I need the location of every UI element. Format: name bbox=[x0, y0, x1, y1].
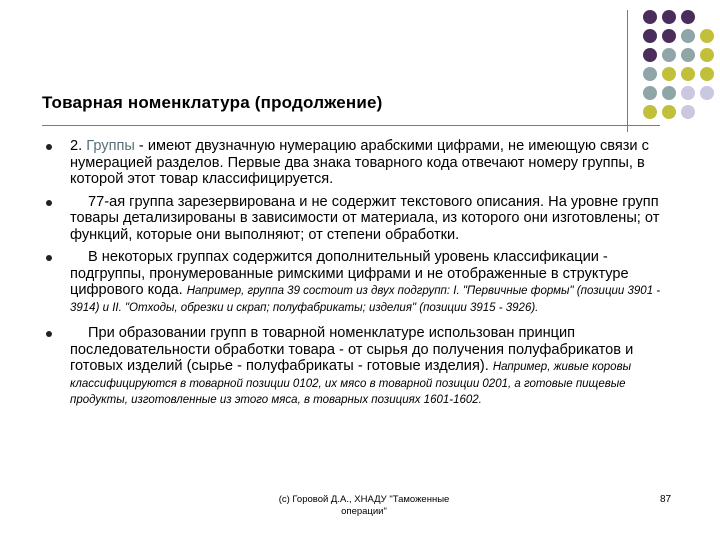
dot bbox=[662, 48, 676, 62]
dot bbox=[662, 29, 676, 43]
dot bbox=[681, 48, 695, 62]
list-item bbox=[46, 325, 670, 408]
slide-content bbox=[46, 138, 670, 408]
list-item bbox=[46, 194, 670, 244]
list-item bbox=[46, 249, 670, 315]
item-example: Например, живые коровы классифицируются в товарной позиции 0102, их мясо в товарной позиции 0201, а готовые пищевые продукты, изготовленные из этого мяса, в товарных позициях 1601-1602. bbox=[70, 361, 632, 406]
dot bbox=[662, 67, 676, 81]
dot bbox=[662, 105, 676, 119]
vertical-divider bbox=[627, 10, 628, 132]
dot bbox=[681, 105, 695, 119]
dot bbox=[643, 29, 657, 43]
bullet bbox=[46, 331, 52, 337]
dot bbox=[700, 86, 714, 100]
groups-term: Группы bbox=[86, 138, 135, 154]
title-underline bbox=[42, 125, 660, 126]
item-text: В некоторых группах содержится дополнительный уровень классификации - подгруппы, пронумерованные римскими цифрами и не отображенные в структуре цифрового кода. bbox=[70, 249, 629, 298]
footer-copyright: (c) Горовой Д.А., ХНАДУ "Таможенные операции" bbox=[278, 494, 450, 517]
dot bbox=[643, 48, 657, 62]
dot bbox=[681, 29, 695, 43]
dot bbox=[643, 10, 657, 24]
item-prefix: 2. bbox=[70, 138, 87, 154]
item-text: 77-ая группа зарезервирована и не содержит текстового описания. На уровне групп товары детализированы в зависимости от материала, из которого они изготовлены; от функций, которые они выполняют; от степени обработки. bbox=[70, 193, 660, 243]
dot bbox=[681, 86, 695, 100]
item-text: При образовании групп в товарной номенклатуре использован принцип последовательности обработки товара - от сырья до получения полуфабрикатов и готовых изделий (сырье - полуфабрикаты - готовые изделия). bbox=[70, 325, 634, 374]
dot bbox=[681, 10, 695, 24]
dot bbox=[643, 105, 657, 119]
list-item bbox=[46, 138, 670, 188]
item-example: Например, группа 39 состоит из двух подгрупп: I. "Первичные формы" (позиции 3901 - 3914) и II. "Отходы, обрезки и скрап; полуфабрикаты; изделия" (позиции 3915 - 3926). bbox=[70, 285, 661, 314]
page-number: 87 bbox=[660, 494, 672, 505]
dot bbox=[700, 48, 714, 62]
bullet bbox=[46, 255, 52, 261]
dot bbox=[681, 67, 695, 81]
bullet bbox=[46, 144, 52, 150]
dot bbox=[700, 29, 714, 43]
dot bbox=[700, 67, 714, 81]
item-text: - имеют двузначную нумерацию арабскими цифрами, не имеющую связи с нумерацией разделов. Первые два знака товарного кода отвечают номеру группы, в которой этот товар классифицируется. bbox=[70, 138, 649, 187]
slide-title: Товарная номенклатура (продолжение) bbox=[42, 93, 383, 112]
dot bbox=[662, 86, 676, 100]
bullet bbox=[46, 200, 52, 206]
decorative-dot-grid bbox=[643, 10, 719, 130]
dot bbox=[662, 10, 676, 24]
dot bbox=[643, 67, 657, 81]
dot bbox=[643, 86, 657, 100]
